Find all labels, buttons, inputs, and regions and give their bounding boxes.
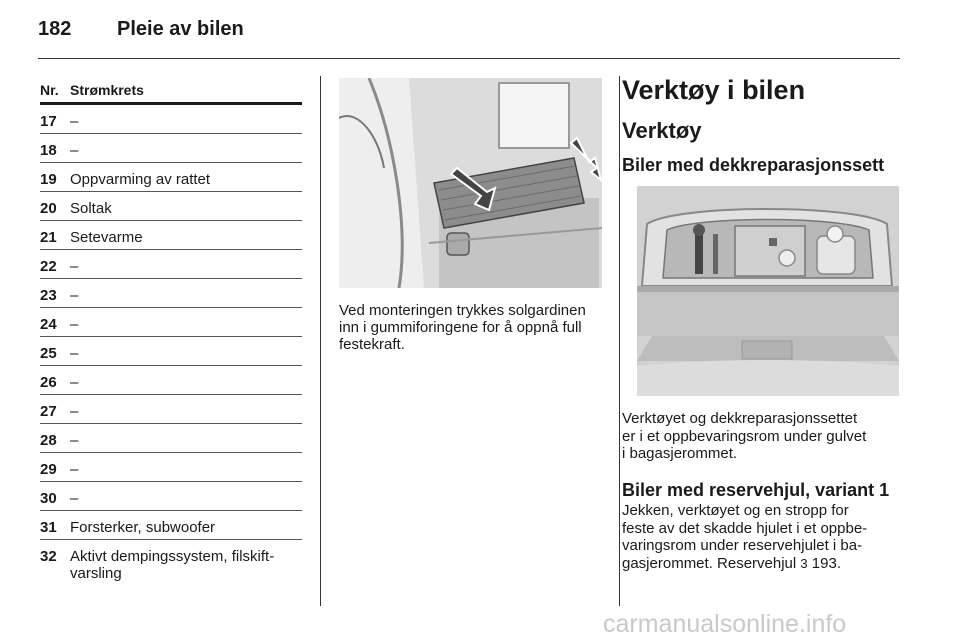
paragraph-line: Jekken, verktøyet og en stropp for	[622, 502, 849, 519]
fuse-table-row	[40, 308, 302, 337]
fuse-circuit	[70, 490, 78, 507]
fuse-circuit-line: –	[70, 287, 79, 304]
fuse-table	[40, 80, 302, 586]
fuse-table-row	[40, 424, 302, 453]
paragraph-line: varingsrom under reservehjulet i ba-	[622, 537, 863, 554]
fuse-number: 25	[40, 345, 57, 362]
fuse-circuit-line: Soltak	[70, 200, 112, 217]
paragraph-line: er i et oppbevaringsrom under gulvet	[622, 427, 867, 445]
fuse-number: 19	[40, 171, 57, 188]
fuse-table-row	[40, 163, 302, 192]
paragraph-spare-wheel	[622, 502, 904, 572]
fuse-circuit	[70, 229, 143, 246]
heading-tools-in-car: Verktøy i bilen	[622, 75, 806, 105]
fuse-circuit-line: –	[70, 316, 79, 333]
paragraph-line: i bagasjerommet.	[622, 445, 738, 462]
caption-line: festekraft.	[339, 336, 405, 353]
fuse-number: 32	[40, 548, 57, 565]
paragraph-line: Verktøyet og dekkreparasjonssettet	[622, 410, 858, 427]
fuse-circuit	[70, 287, 78, 304]
heading-tire-repair-kit: Biler med dekkreparasjonssett	[622, 155, 885, 175]
page-number: 182	[38, 18, 72, 40]
watermark: carmanualsonline.info	[603, 610, 847, 638]
column-header-nr: Nr.	[40, 82, 59, 98]
fuse-number: 21	[40, 229, 57, 246]
fuse-table-row	[40, 453, 302, 482]
fuse-number: 17	[40, 113, 57, 130]
fuse-circuit	[70, 432, 78, 449]
fuse-number: 29	[40, 461, 57, 478]
fuse-table-row	[40, 395, 302, 424]
fuse-circuit-line: –	[70, 490, 79, 507]
fuse-number: 26	[40, 374, 57, 391]
fuse-number: 18	[40, 142, 57, 159]
fuse-circuit-line: –	[70, 374, 79, 391]
caption-line: inn i gummiforingene for å oppnå full	[339, 319, 582, 336]
fuse-table-row	[40, 279, 302, 308]
fuse-circuit	[70, 113, 78, 130]
fuse-table-row	[40, 221, 302, 250]
fuse-table-row	[40, 250, 302, 279]
fuse-circuit-line: –	[70, 258, 79, 275]
fuse-circuit-line: –	[70, 432, 79, 449]
fuse-number: 23	[40, 287, 57, 304]
column-divider-left	[320, 76, 321, 606]
fuse-table-row	[40, 192, 302, 221]
fuse-number: 24	[40, 316, 57, 333]
sunshade-caption	[339, 302, 609, 353]
column-header-circuit: Strømkrets	[70, 82, 144, 98]
fuse-circuit-line: –	[70, 403, 79, 420]
fuse-circuit-line: Oppvarming av rattet	[70, 171, 211, 188]
fuse-circuit-line: Setevarme	[70, 229, 143, 246]
column-divider-right	[619, 76, 620, 606]
fuse-number: 20	[40, 200, 57, 217]
fuse-table-body	[40, 105, 302, 586]
fuse-table-row	[40, 511, 302, 540]
heading-spare-wheel-variant-1: Biler med reservehjul, variant 1	[622, 480, 890, 500]
fuse-circuit	[70, 345, 78, 362]
spare-wheel-page-link[interactable]: 193.	[807, 554, 842, 572]
heading-tools: Verktøy	[622, 118, 702, 143]
fuse-circuit-line: Forsterker, subwoofer	[70, 519, 216, 536]
fuse-circuit-line: varsling	[70, 565, 122, 582]
fuse-number: 27	[40, 403, 57, 420]
fuse-table-row	[40, 105, 302, 134]
fuse-table-row	[40, 482, 302, 511]
fuse-circuit	[70, 258, 78, 275]
fuse-circuit	[70, 171, 210, 188]
caption-line: Ved monteringen trykkes solgardinen	[339, 302, 586, 319]
fuse-circuit-line: –	[70, 345, 79, 362]
fuse-circuit	[70, 548, 274, 582]
paragraph-line: feste av det skadde hjulet i et oppbe-	[622, 519, 868, 537]
tool-storage-photo	[637, 186, 899, 396]
page-title: Pleie av bilen	[117, 18, 244, 40]
paragraph-tire-repair-kit	[622, 410, 904, 463]
fuse-table-row	[40, 134, 302, 163]
fuse-circuit	[70, 374, 78, 391]
fuse-circuit-line: –	[70, 142, 79, 159]
fuse-table-row	[40, 366, 302, 395]
fuse-circuit	[70, 403, 78, 420]
fuse-number: 22	[40, 258, 57, 275]
fuse-circuit	[70, 200, 112, 217]
fuse-number: 28	[40, 432, 57, 449]
fuse-table-row	[40, 540, 302, 586]
fuse-circuit	[70, 519, 215, 536]
header-rule	[38, 58, 900, 59]
paragraph-line	[622, 555, 904, 573]
fuse-circuit-line: Aktivt dempingssystem, filskift-	[70, 548, 275, 565]
fuse-table-header	[40, 80, 302, 105]
paragraph-text: gasjerommet. Reservehjul	[622, 554, 801, 572]
fuse-number: 30	[40, 490, 57, 507]
fuse-circuit	[70, 316, 78, 333]
fuse-number: 31	[40, 519, 57, 536]
fuse-circuit-line: –	[70, 113, 79, 130]
fuse-circuit	[70, 461, 78, 478]
fuse-table-row	[40, 337, 302, 366]
sunshade-photo	[339, 78, 602, 288]
fuse-circuit	[70, 142, 78, 159]
page-reference-icon: 3	[800, 555, 808, 571]
fuse-circuit-line: –	[70, 461, 79, 478]
